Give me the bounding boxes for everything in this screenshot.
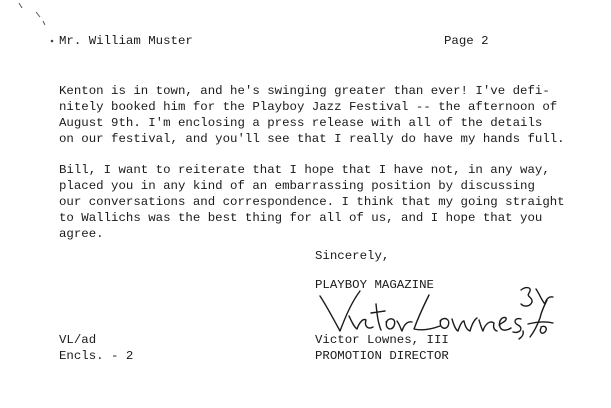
- recipient-line: Mr. William Muster: [59, 34, 193, 48]
- paragraph-line: to Wallichs was the best thing for all of us, and I hope that you: [59, 211, 543, 225]
- corner-tick-marks: [19, 3, 45, 25]
- signer-title: PROMOTION DIRECTOR: [315, 349, 449, 363]
- paragraph-line: agree.: [59, 227, 104, 241]
- paragraph-line: August 9th. I'm enclosing a press release with all of the details: [59, 116, 543, 130]
- page-number: Page 2: [444, 34, 489, 48]
- paragraph-line: Kenton is in town, and he's swinging greater than ever! I've defi-: [59, 84, 550, 98]
- typist-initials: VL/ad: [59, 333, 97, 347]
- paragraph-line: our conversations and correspondence. I think that my going straight: [59, 195, 565, 209]
- corner-dot: [51, 40, 54, 43]
- company-name: PLAYBOY MAGAZINE: [315, 278, 434, 292]
- signer-name: Victor Lownes, III: [315, 333, 449, 347]
- enclosures-line: Encls. - 2: [59, 349, 134, 363]
- paragraph-line: on our festival, and you'll see that I really do have my hands full.: [59, 132, 565, 146]
- closing-salutation: Sincerely,: [315, 249, 390, 263]
- paragraph-line: nitely booked him for the Playboy Jazz Festival -- the afternoon of: [59, 100, 558, 114]
- paragraph-line: Bill, I want to reiterate that I hope that I have not, in any way,: [59, 163, 550, 177]
- paragraph-line: placed you in any kind of an embarrassing position by discussing: [59, 179, 535, 193]
